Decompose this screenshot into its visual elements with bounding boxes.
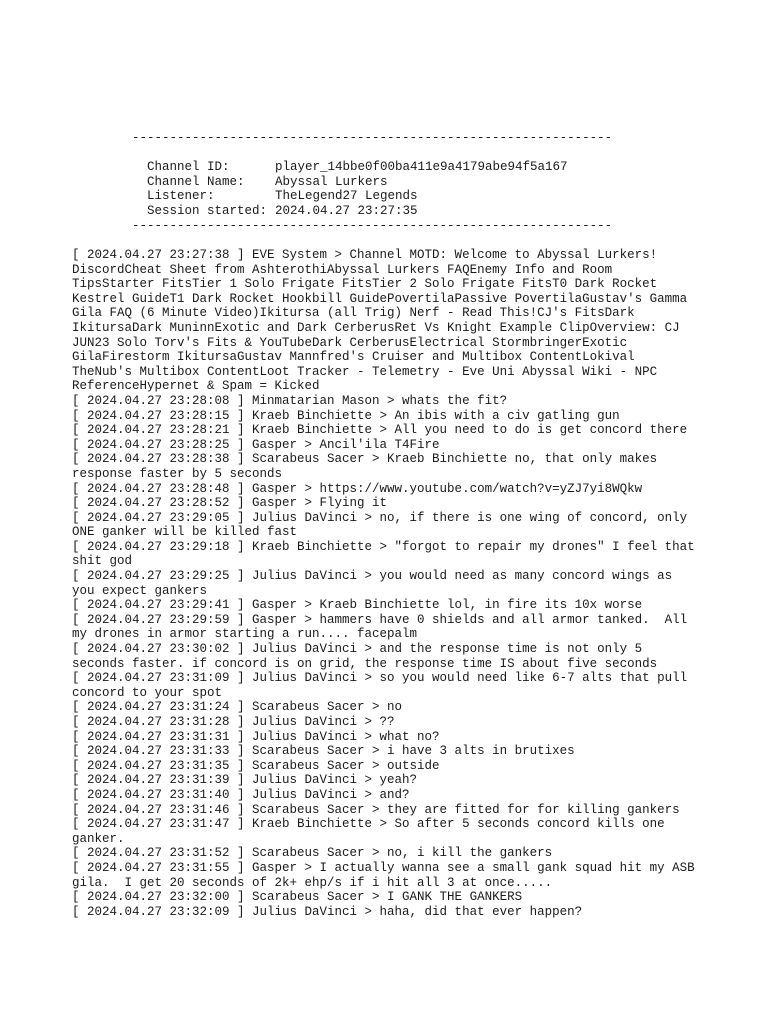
channel-meta-row (132, 204, 652, 219)
message-log (72, 248, 703, 919)
log-entry: [ 2024.04.27 23:30:02 ] Julius DaVinci > and the response time is not only 5 seconds faster. if concord is on grid, the response time IS about five seconds (72, 642, 658, 671)
meta-label: Listener: (147, 189, 215, 204)
channel-meta-row (132, 189, 652, 204)
log-entry: [ 2024.04.27 23:31:39 ] Julius DaVinci > yeah? (72, 773, 418, 788)
meta-value: 2024.04.27 23:27:35 (275, 203, 418, 218)
log-entry: [ 2024.04.27 23:29:41 ] Gasper > Kraeb Binchiette lol, in fire its 10x worse (72, 598, 643, 613)
log-entry: [ 2024.04.27 23:28:48 ] Gasper > https://www.youtube.com/watch?v=yZJ7yi8WQkw (72, 481, 643, 496)
log-entry: [ 2024.04.27 23:31:28 ] Julius DaVinci > ?? (72, 715, 395, 729)
log-entry: [ 2024.04.27 23:31:55 ] Gasper > I actually wanna see a small gank squad hit my ASB gila. I get 20 seconds of 2k+ ehp/s if i hit all 3 at once..... (72, 860, 703, 890)
channel-header (132, 131, 652, 233)
channel-meta-row (132, 175, 652, 190)
channel-meta-row (132, 160, 652, 175)
log-entry: [ 2024.04.27 23:28:15 ] Kraeb Binchiette > An ibis with a civ gatling gun (72, 408, 620, 423)
log-entry: [ 2024.04.27 23:31:09 ] Julius DaVinci > so you would need like 6-7 alts that pull concord to your spot (72, 671, 695, 700)
log-entry: [ 2024.04.27 23:29:25 ] Julius DaVinci > you would need as many concord wings as you expect gankers (72, 569, 680, 598)
log-entry: [ 2024.04.27 23:31:31 ] Julius DaVinci > what no? (72, 729, 440, 744)
log-entry: [ 2024.04.27 23:31:46 ] Scarabeus Sacer > they are fitted for for killing gankers (72, 802, 680, 817)
log-entry: [ 2024.04.27 23:31:35 ] Scarabeus Sacer > outside (72, 758, 440, 773)
log-entry: [ 2024.04.27 23:28:38 ] Scarabeus Sacer > Kraeb Binchiette no, that only makes response faster by 5 seconds (72, 452, 665, 481)
header-rule-bottom: ---------------------------------------------------------------- (132, 218, 613, 233)
meta-value: player_14bbe0f00ba411e9a4179abe94f5a167 (275, 160, 568, 175)
meta-value: Abyssal Lurkers (275, 174, 388, 189)
log-entry: [ 2024.04.27 23:27:38 ] EVE System > Channel MOTD: Welcome to Abyssal Lurkers! DiscordCheat Sheet from AshterothiAbyssal Lurkers FAQEnemy Info and Room TipsStarter FitsTier 1 Solo Frigate FitsTier 2 Solo Frigate FitsT0 Dark Rocket Kestrel GuideT1 Dark Rocket Hookbill GuidePovertilaPassive PovertilaGustav's Gamma Gila FAQ (6 Minute Video)Ikitursa (all Trig) Nerf - Read This!CJ's FitsDark IkitursaDark MuninnExotic and Dark CerberusRet Vs Knight Example ClipOverview: CJ JUN23 Solo Torv's Fits & YouTubeDark CerberusElectrical StormbringerExotic GilaFirestorm IkitursaGustav Mannfred's Cruiser and Multibox ContentLokival TheNub's Multibox ContentLoot Tracker - Telemetry - Eve Uni Abyssal Wiki - NPC ReferenceHypernet & Spam = Kicked (72, 248, 695, 394)
log-entry: [ 2024.04.27 23:28:21 ] Kraeb Binchiette > All you need to do is get concord there (72, 423, 688, 438)
meta-label: Channel Name: (147, 174, 245, 189)
log-entry: [ 2024.04.27 23:29:05 ] Julius DaVinci > no, if there is one wing of concord, only ONE ganker will be killed fast (72, 510, 695, 540)
log-entry: [ 2024.04.27 23:31:52 ] Scarabeus Sacer > no, i kill the gankers (72, 846, 553, 861)
log-entry: [ 2024.04.27 23:28:52 ] Gasper > Flying it (72, 496, 388, 511)
meta-label: Session started: (147, 203, 268, 218)
meta-label: Channel ID: (147, 160, 230, 175)
log-entry: [ 2024.04.27 23:29:59 ] Gasper > hammers have 0 shields and all armor tanked. All my drones in armor starting a run.... facepalm (72, 612, 695, 642)
channel-meta (132, 160, 652, 218)
log-entry: [ 2024.04.27 23:32:00 ] Scarabeus Sacer > I GANK THE GANKERS (72, 890, 523, 905)
log-entry: [ 2024.04.27 23:28:08 ] Minmatarian Mason > whats the fit? (72, 393, 508, 408)
log-entry: [ 2024.04.27 23:29:18 ] Kraeb Binchiette > "forgot to repair my drones" I feel that shit god (72, 539, 703, 569)
log-entry: [ 2024.04.27 23:31:47 ] Kraeb Binchiette > So after 5 seconds concord kills one ganker. (72, 817, 673, 846)
log-entry: [ 2024.04.27 23:32:09 ] Julius DaVinci > haha, did that ever happen? (72, 904, 583, 919)
meta-value: TheLegend27 Legends (275, 189, 418, 204)
log-entry: [ 2024.04.27 23:31:24 ] Scarabeus Sacer > no (72, 700, 403, 715)
log-entry: [ 2024.04.27 23:28:25 ] Gasper > Ancil'ila T4Fire (72, 437, 440, 452)
header-rule-top: ---------------------------------------------------------------- (132, 131, 613, 145)
log-entry: [ 2024.04.27 23:31:33 ] Scarabeus Sacer > i have 3 alts in brutixes (72, 744, 575, 759)
log-entry: [ 2024.04.27 23:31:40 ] Julius DaVinci > and? (72, 787, 410, 802)
